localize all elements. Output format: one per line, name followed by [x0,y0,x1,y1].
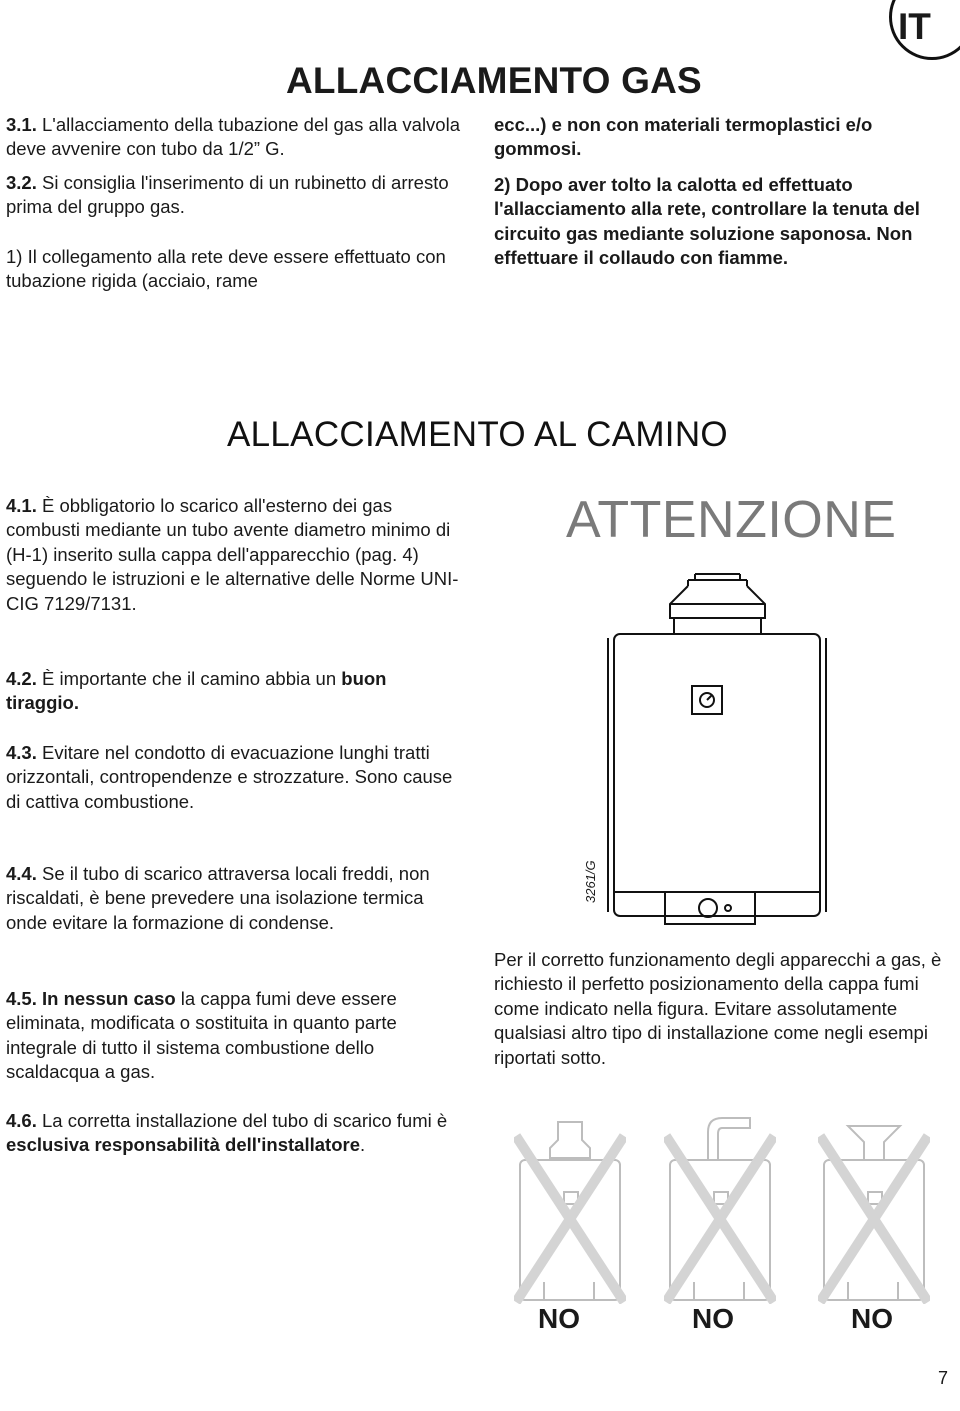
gas-item-2: 2) Dopo aver tolto la calotta ed effettuato l'allacciamento alla rete, controllare la tenuta del circuito gas mediante soluzione saponosa. Non effettuare il collaudo con fiamme. [494,174,920,269]
no-label-3: NO [851,1303,893,1334]
page-number: 7 [937,1368,948,1388]
section-title-gas: ALLACCIAMENTO GAS [286,60,702,101]
wrong-installation-example-3 [818,1112,930,1304]
camino-item-4-4: 4.4. Se il tubo di scarico attraversa locali freddi, non riscaldati, è bene prevedere una isolazione termica onde evitare la formazione di condense. [6,863,430,933]
no-label-2: NO [692,1303,734,1334]
camino-item-4-2: 4.2. È importante che il camino abbia un buon tiraggio. [6,668,387,714]
gas-item-1: 1) Il collegamento alla rete deve essere effettuato con tubazione rigida (acciaio, rame [6,246,446,292]
gas-item-3-1: 3.1. L'allacciamento della tubazione del gas alla valvola deve avvenire con tubo da 1/2” G. [6,114,460,160]
camino-item-4-6: 4.6. La corretta installazione del tubo di scarico fumi è esclusiva responsabilità dell'installatore. [6,1110,448,1156]
wrong-installation-example-1 [514,1112,626,1304]
camino-item-4-5: 4.5. In nessun caso la cappa fumi deve essere eliminata, modificata o sostituita in quanto parte integrale di tutto il sistema combustione dello scaldacqua a gas. [6,988,397,1083]
language-badge-text: IT [898,6,931,47]
gas-right-continuation: ecc...) e non con materiali termoplastici e/o gommosi. [494,114,873,160]
gas-item-3-2: 3.2. Si consiglia l'inserimento di un rubinetto di arresto prima del gruppo gas. [6,172,449,218]
wrong-installation-example-2 [664,1112,776,1304]
water-heater-figure [600,572,830,947]
figure-code: 3261/G [583,860,598,903]
no-label-1: NO [538,1303,580,1334]
camino-item-4-1: 4.1. È obbligatorio lo scarico all'esterno dei gas combusti mediante un tubo avente diametro minimo di (H-1) inserito sulla cappa dell'apparecchio (pag. 4) seguendo le istruzioni e le alternative delle Norme UNI-CIG 7129/7131. [6,495,459,614]
section-title-camino: ALLACCIAMENTO AL CAMINO [227,415,728,454]
attention-paragraph: Per il corretto funzionamento degli apparecchi a gas, è richiesto il perfetto posizionamento della cappa fumi come indicato nella figura. Evitare assolutamente qualsiasi altro tipo di installazione come negli esempi riportati sotto. [494,949,942,1068]
attention-heading: ATTENZIONE [566,491,897,549]
camino-item-4-3: 4.3. Evitare nel condotto di evacuazione lunghi tratti orizzontali, contropendenze e strozzature. Sono cause di cattiva combustione. [6,742,453,812]
